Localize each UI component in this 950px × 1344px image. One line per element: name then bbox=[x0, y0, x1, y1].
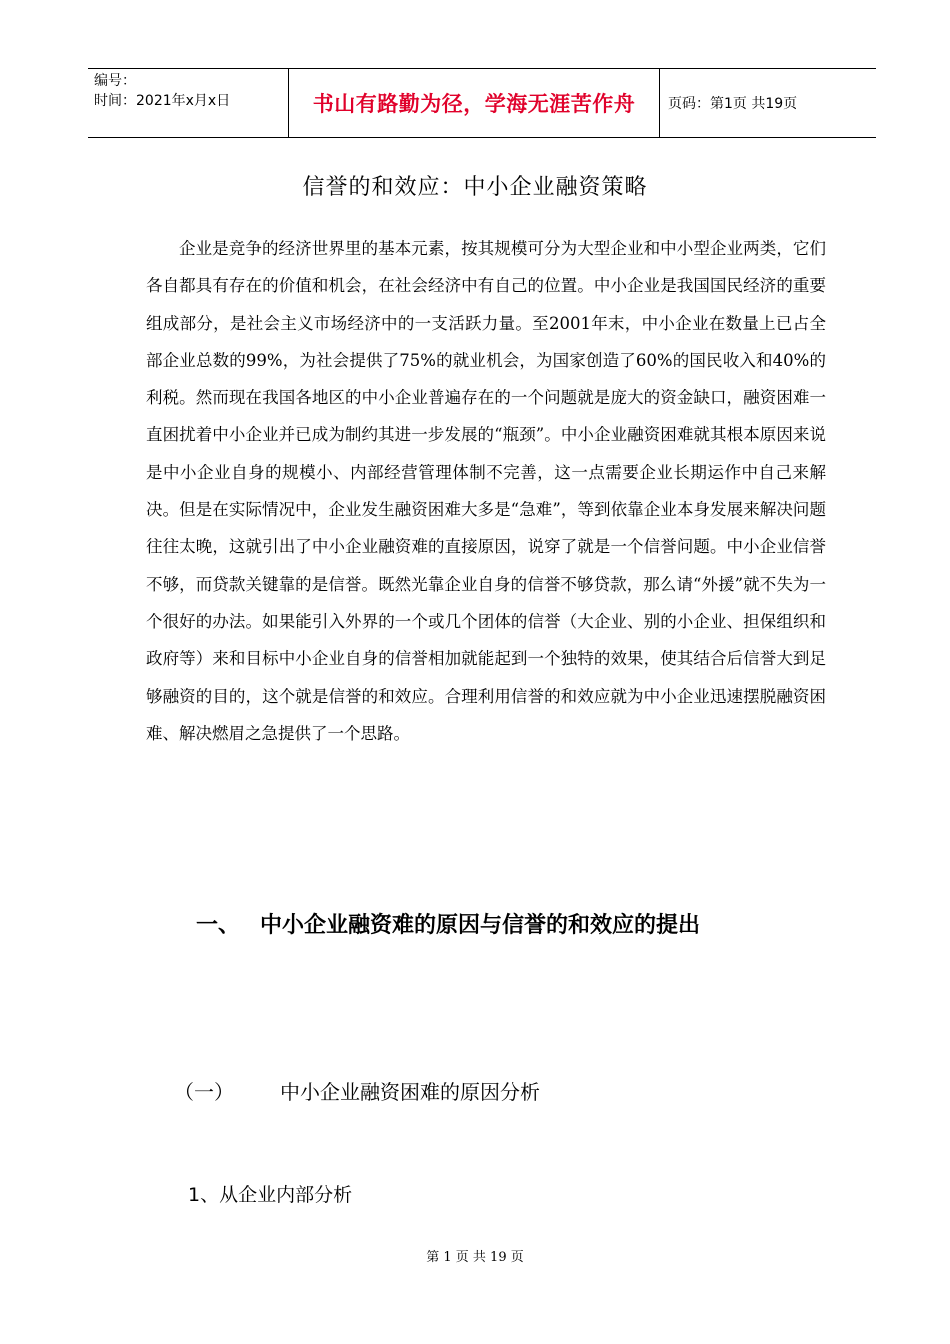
section-number: 一、 bbox=[196, 913, 241, 938]
section-heading bbox=[196, 908, 700, 939]
intro-paragraph: 企业是竞争的经济世界里的基本元素，按其规模可分为大型企业和中小型企业两类，它们各自都具有存在的价值和机会，在社会经济中有自己的位置。中小企业是我国国民经济的重要组成部分，是社会主义市场经济中的一支活跃力量。至2001年末，中小企业在数量上已占全部企业总数的99%，为社会提供了75%的就业机会，为国家创造了60%的国民收入和40%的利税。然而现在我国各地区的中小企业普遍存在的一个问题就是庞大的资金缺口，融资困难一直困扰着中小企业并已成为制约其进一步发展的“瓶颈”。中小企业融资困难就其根本原因来说是中小企业自身的规模小、内部经营管理体制不完善，这一点需要企业长期运作中自己来解决。但是在实际情况中，企业发生融资困难大多是“急难”，等到依靠企业本身发展来解决问题往往太晚，这就引出了中小企业融资难的直接原因，说穿了就是一个信誉问题。中小企业信誉不够，而贷款关键靠的是信誉。既然光靠企业自身的信誉不够贷款，那么请“外援”就不失为一个很好的办法。如果能引入外界的一个或几个团体的信誉（大企业、别的小企业、担保组织和政府等）来和目标中小企业自身的信誉相加就能起到一个独特的效果，使其结合后信誉大到足够融资的目的，这个就是信誉的和效应。合理利用信誉的和效应就为中小企业迅速摆脱融资困难、解决燃眉之急提供了一个思路。 bbox=[146, 239, 826, 743]
subsection-title: 中小企业融资困难的原因分析 bbox=[280, 1080, 540, 1104]
page-header bbox=[88, 68, 876, 138]
document-title: 信誉的和效应：中小企业融资策略 bbox=[302, 175, 648, 200]
subsubsection-heading: 1、从企业内部分析 bbox=[188, 1184, 353, 1206]
header-page-cell bbox=[660, 69, 876, 137]
time-label: 时间：2021年x月x日 bbox=[94, 93, 231, 109]
number-label: 编号： bbox=[94, 73, 136, 89]
subsection-heading bbox=[174, 1076, 540, 1105]
header-meta-cell bbox=[88, 69, 288, 137]
page-info: 页码：第1页 共19页 bbox=[668, 96, 798, 112]
subsection-number: （一） bbox=[174, 1080, 234, 1104]
page-footer: 第 1 页 共 19 页 bbox=[426, 1250, 524, 1265]
motto-text: 书山有路勤为径，学海无涯苦作舟 bbox=[312, 92, 636, 116]
header-motto-cell bbox=[288, 69, 660, 137]
section-title: 中小企业融资难的原因与信誉的和效应的提出 bbox=[260, 913, 701, 938]
